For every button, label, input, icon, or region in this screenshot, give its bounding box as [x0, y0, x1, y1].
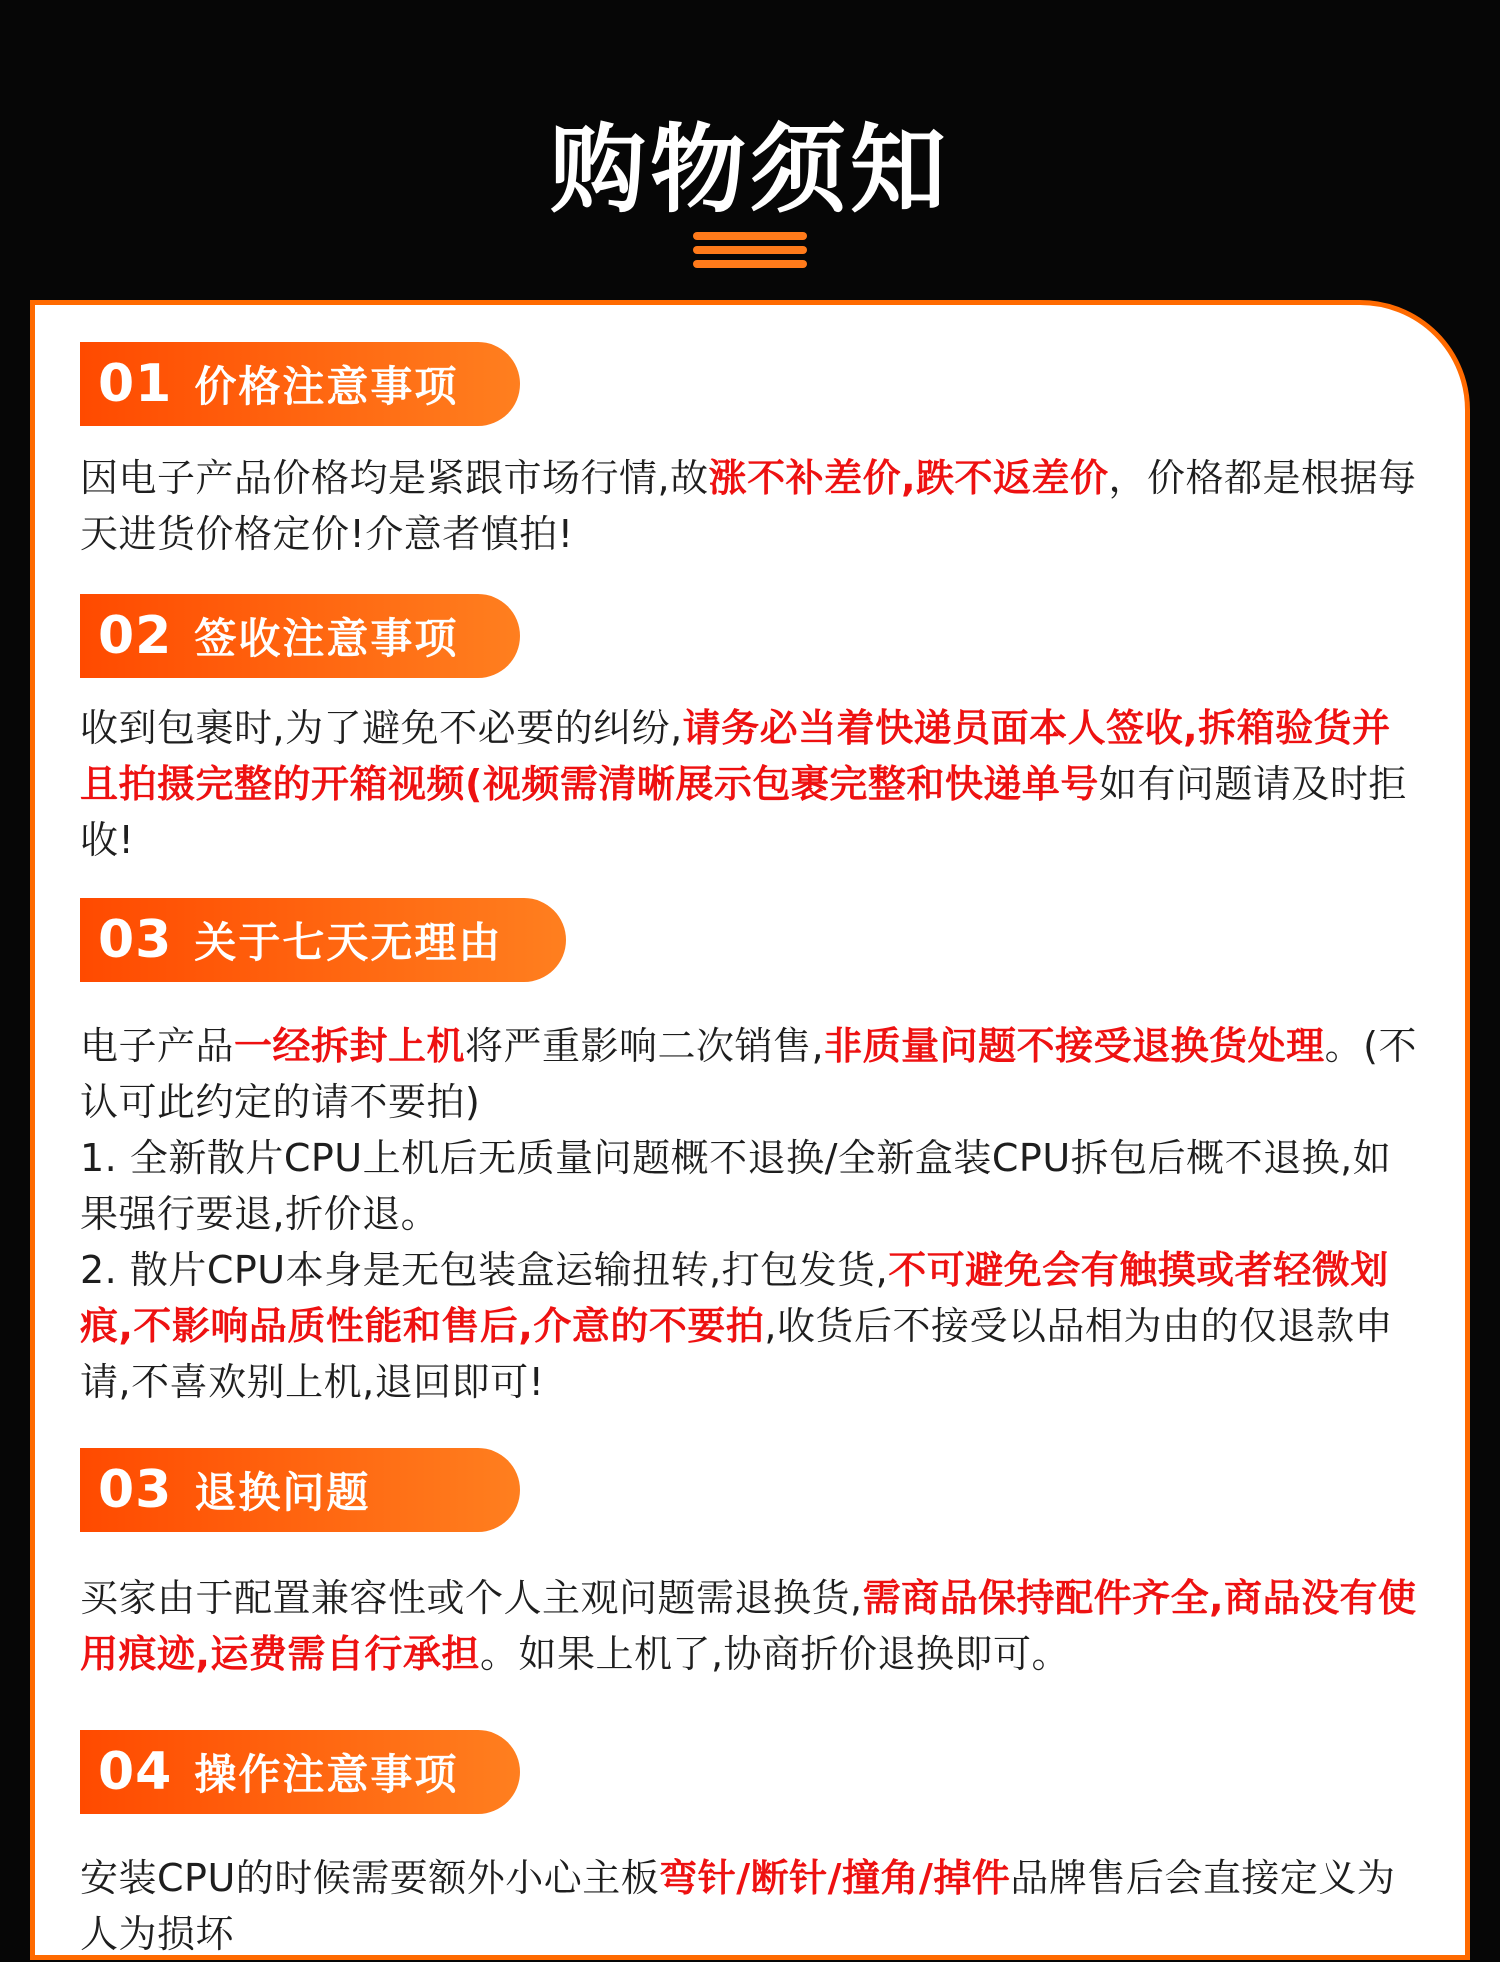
highlight-text: 一经拆封上机 [234, 1024, 466, 1068]
section-tag-signing [80, 594, 520, 678]
highlight-text: 非质量问题不接受退换货处理 [824, 1024, 1325, 1068]
section-title: 签收注意事项 [194, 614, 459, 663]
section-text-price [80, 450, 1420, 562]
section-text-seven-day [80, 1018, 1420, 1410]
section-title: 操作注意事项 [194, 1750, 459, 1799]
section-title: 退换问题 [194, 1468, 371, 1517]
section-number: 02 [98, 606, 173, 666]
highlight-text: 涨不补差价,跌不返差价 [708, 456, 1109, 500]
section-number: 03 [98, 910, 173, 970]
paragraph [80, 1018, 1420, 1130]
section-tag-price [80, 342, 520, 426]
text-run: 2. 散片CPU本身是无包装盒运输扭转,打包发货, [80, 1248, 889, 1292]
section-tag-returns [80, 1448, 520, 1532]
section-text-operation [80, 1850, 1420, 1962]
text-run: 安装CPU的时候需要额外小心主板 [80, 1856, 660, 1900]
highlight-text: 不可避免会有触摸或者轻微划痕,不影响品质性能和售后,介意的不要拍 [80, 1248, 1389, 1348]
section-tag-operation [80, 1730, 520, 1814]
text-run: 买家由于配置兼容性或个人主观问题需退换货, [80, 1576, 863, 1620]
section-tag-seven-day [80, 898, 566, 982]
section-number: 03 [98, 1460, 173, 1520]
title-underline-icon [693, 232, 807, 272]
section-title: 关于七天无理由 [194, 918, 503, 967]
list-item [80, 1242, 1420, 1410]
page-title: 购物须知 [550, 114, 950, 226]
section-title: 价格注意事项 [194, 362, 459, 411]
section-text-signing [80, 700, 1420, 868]
highlight-text: 弯针/断针/撞角/掉件 [659, 1856, 1011, 1900]
text-run: ,收货后不接受以品相为由的仅退款申请,不喜欢别上机,退回即可! [80, 1304, 1393, 1404]
text-run: 如有问题请及时拒收! [80, 762, 1407, 862]
text-run: 。如果上机了,协商折价退换即可。 [479, 1632, 1071, 1676]
text-run: 电子产品 [80, 1024, 235, 1068]
section-number: 01 [98, 354, 173, 414]
highlight-text: 需商品保持配件齐全,商品没有使用痕迹,运费需自行承担 [80, 1576, 1417, 1676]
text-run: 。(不认可此约定的请不要拍) [80, 1024, 1417, 1124]
highlight-text: 请务必当着快递员面本人签收,拆箱验货并且拍摄完整的开箱视频(视频需清晰展示包裹完整和快递单号 [80, 706, 1391, 806]
text-run: 收到包裹时,为了避免不必要的纠纷, [80, 706, 683, 750]
list-item: 1. 全新散片CPU上机后无质量问题概不退换/全新盒装CPU拆包后概不退换,如果强行要退,折价退。 [80, 1136, 1392, 1236]
text-run: 品牌售后会直接定义为人为损坏 [80, 1856, 1396, 1956]
text-run: ，价格都是根据每天进货价格定价!介意者慎拍! [80, 456, 1417, 556]
text-run: 因电子产品价格均是紧跟市场行情,故 [80, 456, 709, 500]
section-text-returns [80, 1570, 1420, 1682]
text-run: 将严重影响二次销售, [465, 1024, 825, 1068]
section-number: 04 [98, 1742, 173, 1802]
